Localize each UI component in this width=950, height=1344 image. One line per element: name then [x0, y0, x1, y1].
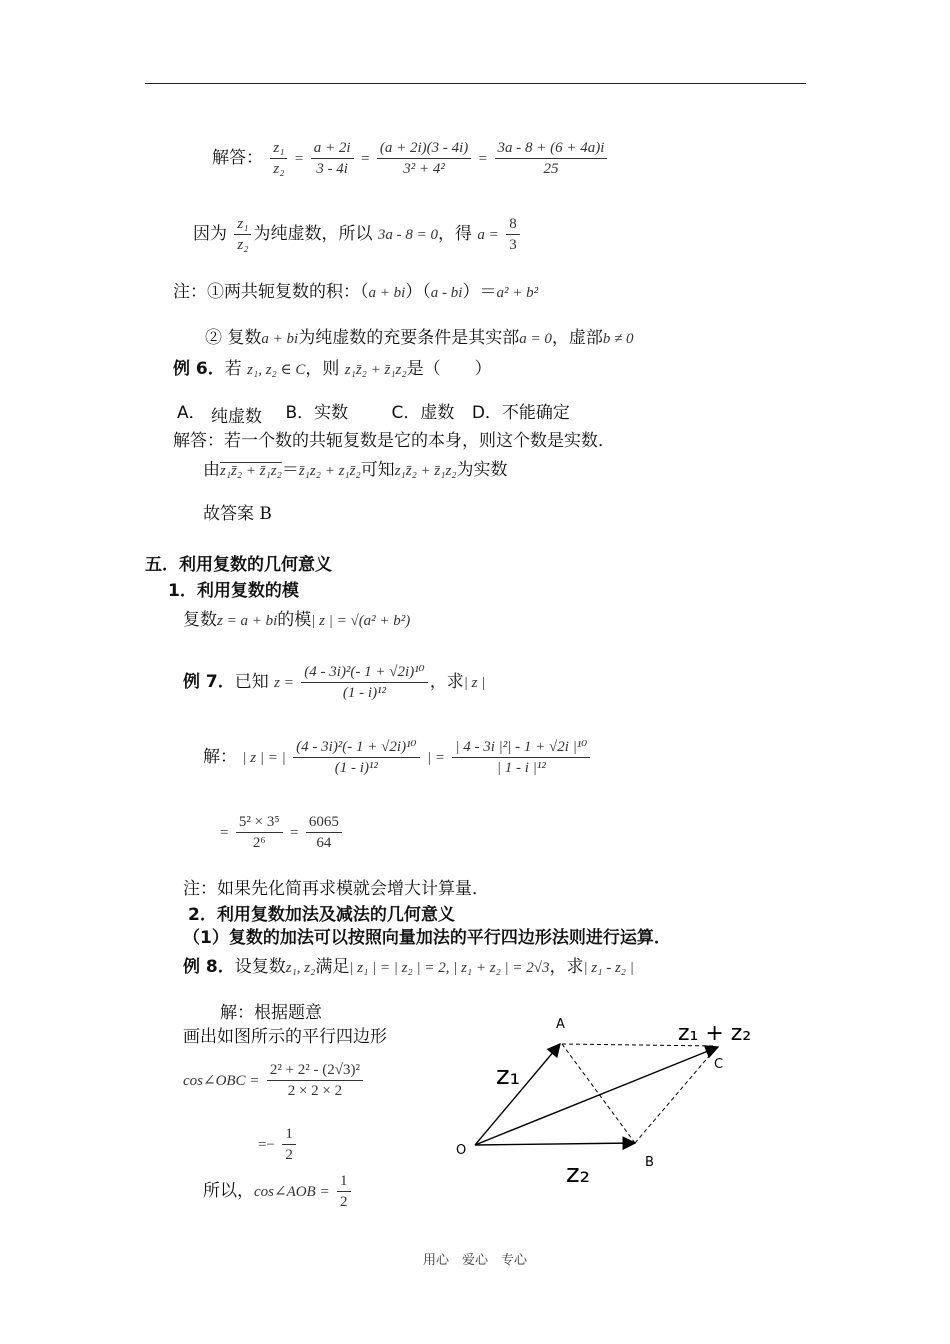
fraction: $\frac{\text{z₁}}{\text{z₂}}$: [270, 138, 287, 179]
example-6: 例 6．若 z₁, z₂ ∈ C，则 z₁z̄₂ + z̄₁z₂是（ ）: [173, 359, 492, 379]
fraction: $\frac{\text{2² + 2² - (2√3)²}}{2 \times 2 \times 2}$: [267, 1060, 363, 1101]
solution-line-1: 解答： $\frac{\text{z₁}}{\text{z₂}}$ = $\frac{a + 2i}{3 - 4i}$ = $\frac{(a + 2i)(3 - 4i)}{\text{3² + 4²}}$ = $\frac{3a - 8 + (6 + 4a)i}{25}$: [212, 138, 609, 179]
fraction: $\frac{8}{3}$: [506, 214, 520, 255]
options: A． 纯虚数 B．实数 C．虚数 D．不能确定: [177, 403, 570, 427]
fraction: $\frac{\text{z₁}}{\text{z₂}}$: [234, 214, 251, 255]
label-z2: z₂: [566, 1159, 591, 1189]
note-1: 注：①两共轭复数的积：（a + bi）（a - bi）＝a² + b²: [173, 282, 539, 302]
section-5-title: 五．利用复数的几何意义: [145, 555, 332, 575]
vector-ob: [475, 1143, 635, 1145]
label-c: C: [714, 1057, 724, 1072]
solution-7: 解： | z | = | $\frac{\text{(4 - 3i)²(- 1 + √2i)¹⁰}}{\text{(1 - i)¹²}}$ | = $\frac{\text{| 4 - 3i |²| - 1 + √2i |¹⁰}}{\text{| 1 - i |¹²}}$: [203, 737, 592, 778]
label-b: B: [645, 1155, 654, 1170]
option-d: D．不能确定: [471, 403, 570, 423]
fraction: $\frac{1}{2}$: [282, 1124, 296, 1165]
fraction: $\frac{1}{2}$: [337, 1171, 351, 1212]
fraction: $\frac{3a - 8 + (6 + 4a)i}{25}$: [495, 138, 608, 179]
solution-8a: 解：根据题意: [220, 1003, 322, 1023]
header-rule: [145, 83, 806, 84]
parallelogram-diagram: [440, 1010, 770, 1200]
option-c: C．虚数: [391, 403, 455, 423]
subsection-1-title: 1．利用复数的模: [168, 581, 299, 601]
fraction: $\frac{6065}{64}$: [306, 812, 342, 853]
footer: 用心 爱心 专心: [422, 1253, 527, 1268]
label-o: O: [456, 1143, 467, 1158]
option-a: A．: [177, 403, 206, 423]
fraction: $\frac{(a + 2i)(3 - 4i)}{\text{3² + 4²}}$: [377, 138, 471, 179]
solution-7b: = $\frac{\text{5² × 3⁵}}{\text{2⁶}}$ = $\frac{6065}{64}$: [220, 812, 344, 853]
note-2: ② 复数a + bi为纯虚数的充要条件是其实部a = 0，虚部b ≠ 0: [205, 328, 634, 348]
label-z1: z₁: [496, 1061, 521, 1091]
fraction: $\frac{\text{5² × 3⁵}}{\text{2⁶}}$: [236, 812, 283, 853]
example-7: 例 7．已知 z = $\frac{\text{(4 - 3i)²(- 1 + √2i)¹⁰}}{\text{(1 - i)¹²}}$ ，求| z |: [183, 664, 486, 701]
vector-oa: [475, 1044, 560, 1145]
note-3: 注：如果先化简再求模就会增大计算量．: [183, 879, 489, 899]
answer-6b: 由z₁z̄₂ + z̄₁z₂＝z̄₁z₂ + z₁z̄₂可知z₁z̄₂ + z̄₁z₂为实数: [203, 460, 508, 480]
solution-line-2: 因为 $\frac{\text{z₁}}{\text{z₂}}$ 为纯虚数，所以 3a - 8 = 0，得 a = $\frac{8}{3}$: [193, 214, 522, 255]
subsection-2-title: 2．利用复数加法及减法的几何意义: [188, 905, 455, 925]
fraction: $\frac{\text{(4 - 3i)²(- 1 + √2i)¹⁰}}{\text{(1 - i)¹²}}$: [301, 662, 427, 703]
cos-value: =− $\frac{1}{2}$: [258, 1124, 298, 1165]
dashed-ab: [562, 1044, 635, 1143]
modulus-def: 复数z = a + bi的模| z | = √(a² + b²): [183, 610, 411, 630]
fraction: $\frac{\text{| 4 - 3i |²| - 1 + √2i |¹⁰}}{\text{| 1 - i |¹²}}$: [452, 737, 590, 778]
dashed-bc: [635, 1048, 716, 1143]
fraction: $\frac{a + 2i}{3 - 4i}$: [311, 138, 354, 179]
answer-6: 解答：若一个数的共轭复数是它的本身，则这个数是实数．: [173, 431, 615, 451]
label-z1-plus-z2: z₁ + z₂: [678, 1021, 752, 1046]
fraction: $\frac{\text{(4 - 3i)²(- 1 + √2i)¹⁰}}{\text{(1 - i)¹²}}$: [293, 737, 419, 778]
cos-aob: 所以，cos∠AOB = $\frac{1}{2}$: [203, 1171, 353, 1212]
option-b: B．实数: [285, 403, 349, 423]
cos-obc: cos∠OBC = $\frac{\text{2² + 2² - (2√3)²}}{2 \times 2 \times 2}$: [183, 1060, 365, 1101]
solution-8b: 画出如图所示的平行四边形: [183, 1027, 387, 1047]
subsection-2a: （1）复数的加法可以按照向量加法的平行四边形法则进行运算．: [183, 928, 671, 948]
answer-6c: 故答案 B: [203, 504, 272, 524]
example-8: 例 8．设复数z₁, z₂满足| z₁ | = | z₂ | = 2, | z₁ + z₂ | = 2√3，求| z₁ - z₂ |: [183, 957, 634, 977]
label-a: A: [556, 1017, 565, 1032]
label: 解答：: [212, 148, 263, 168]
